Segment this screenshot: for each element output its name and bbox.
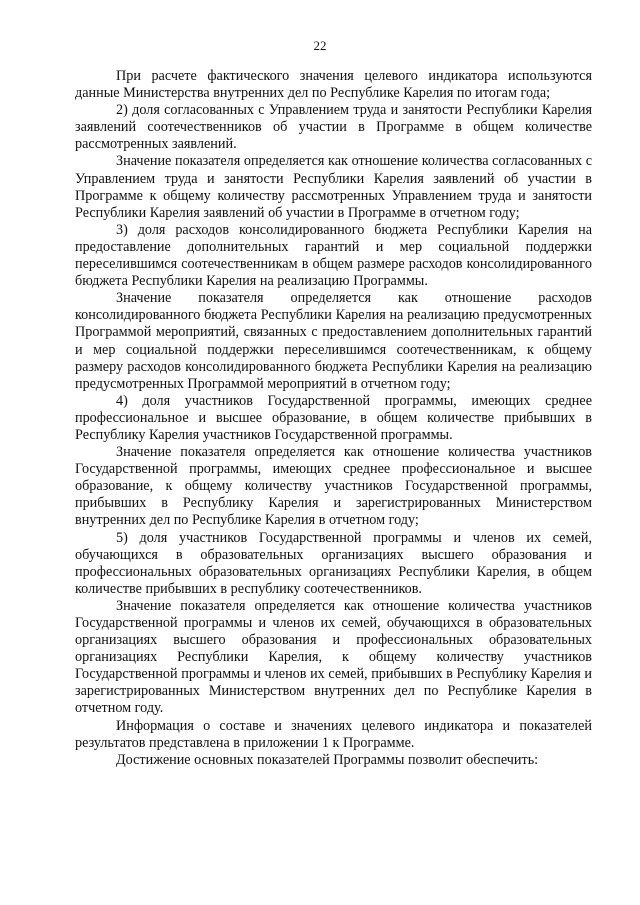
paragraph-indicator-4: 4) доля участников Государственной программы, имеющих среднее профессиональное и высшее образование, в общем количестве прибывших в Республику Карелия участников Государственной программы.	[75, 392, 592, 443]
paragraph-indicator-4-definition: Значение показателя определяется как отношение количества участников Государственной программы, имеющих среднее профессиональное и высшее образование, к общему количеству участников Государственной программы, прибывших в Республику Карелия и зарегистрированных Министерством внутренних дел по Республике Карелия в отчетном году;	[75, 444, 592, 529]
page-number: 22	[313, 38, 327, 53]
paragraph-indicator-3-definition: Значение показателя определяется как отношение расходов консолидированного бюджета Республики Карелия на реализацию предусмотренных Программой мероприятий, связанных с предоставлением дополнительных гарантий и мер социальной поддержки переселившимся соотечественникам, к общему размеру расходов консолидированного бюджета Республики Карелия на реализацию предусмотренных Программой мероприятий в отчетном году;	[75, 290, 592, 392]
paragraph-indicator-2-definition: Значение показателя определяется как отношение количества согласованных с Управлением труда и занятости Республики Карелия заявлений об участии в Программе к общему количеству рассмотренных Управлением труда и занятости Республики Карелия заявлений об участии в Программе в отчетном году;	[75, 153, 592, 221]
paragraph-indicator-3: 3) доля расходов консолидированного бюджета Республики Карелия на предоставление дополнительных гарантий и мер социальной поддержки переселившимся соотечественникам в общем размере расходов консолидированного бюджета Республики Карелия на реализацию Программы.	[75, 221, 592, 290]
paragraph-appendix-reference: Информация о составе и значениях целевого индикатора и показателей результатов представлена в приложении 1 к Программе.	[75, 717, 592, 751]
document-body	[75, 68, 592, 769]
paragraph-indicator-data-source: При расчете фактического значения целевого индикатора используются данные Министерства внутренних дел по Республике Карелия по итогам года;	[75, 68, 592, 102]
paragraph-outcomes-intro: Достижение основных показателей Программы позволит обеспечить:	[116, 751, 539, 768]
paragraph-indicator-5: 5) доля участников Государственной программы и членов их семей, обучающихся в образовательных организациях высшего образования и профессиональных образовательных организациях Республики Карелия, в общем количестве прибывших в республику соотечественников.	[75, 529, 592, 597]
paragraph-indicator-5-definition: Значение показателя определяется как отношение количества участников Государственной программы и членов их семей, обучающихся в образовательных организациях высшего образования и профессиональных образовательных организациях Республики Карелия, к общему количеству участников Государственной программы и членов их семей, прибывших в Республику Карелия и зарегистрированных Министерством внутренних дел по Республике Карелия в отчетном году.	[75, 597, 592, 717]
paragraph-indicator-2: 2) доля согласованных с Управлением труда и занятости Республики Карелия заявлений соотечественников об участии в Программе в общем количестве рассмотренных заявлений.	[75, 102, 592, 153]
